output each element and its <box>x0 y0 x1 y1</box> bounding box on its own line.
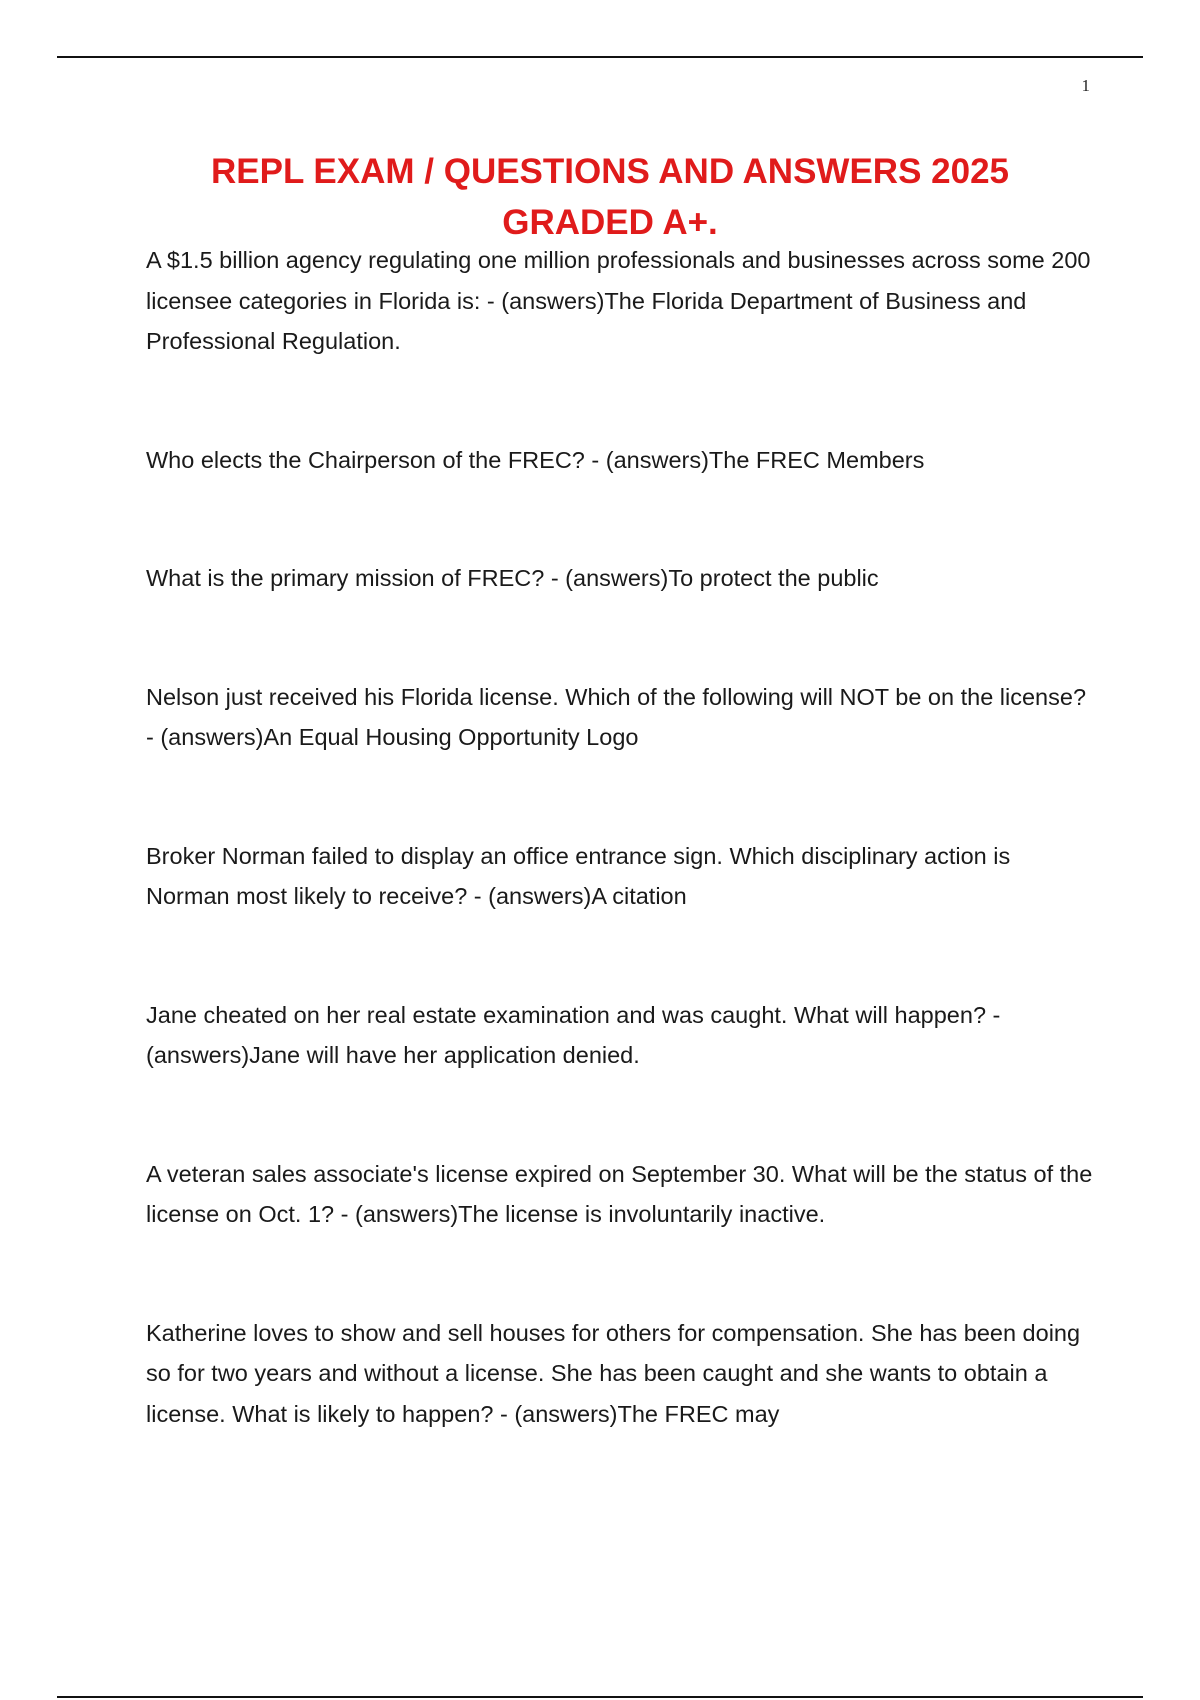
footer-rule <box>57 1696 1143 1698</box>
header-rule <box>57 56 1143 58</box>
qa-item: Who elects the Chairperson of the FREC? - (answers)The FREC Members <box>146 446 925 473</box>
qa-item: What is the primary mission of FREC? - (answers)To protect the public <box>146 565 879 591</box>
qa-item: A veteran sales associate's license expired on September 30. What will be the status of the license on Oct. 1? - (answers)The license is involuntarily inactive. <box>146 1160 1093 1227</box>
qa-item: Katherine loves to show and sell houses for others for compensation. She has been doing so for two years and without a license. She has been caught and she wants to obtain a license. What is likely to happen? - (answers)The FREC may <box>146 1319 1081 1427</box>
qa-item: Nelson just received his Florida license. Which of the following will NOT be on the license? - (answers)An Equal Housing Opportunity Logo <box>146 683 1087 750</box>
qa-item: Jane cheated on her real estate examination and was caught. What will happen? - (answers)Jane will have her application denied. <box>146 1001 1001 1068</box>
document-title: REPL EXAM / QUESTIONS AND ANSWERS 2025 GRADED A+. <box>210 152 1010 242</box>
page-number: 1 <box>1081 76 1090 95</box>
qa-item: Broker Norman failed to display an office entrance sign. Which disciplinary action is Norman most likely to receive? - (answers)A citation <box>146 842 1011 909</box>
qa-list <box>146 240 1096 1434</box>
qa-item: A $1.5 billion agency regulating one million professionals and businesses across some 200 licensee categories in Florida is: - (answers)The Florida Department of Business and Professional Regulation. <box>146 247 1091 354</box>
